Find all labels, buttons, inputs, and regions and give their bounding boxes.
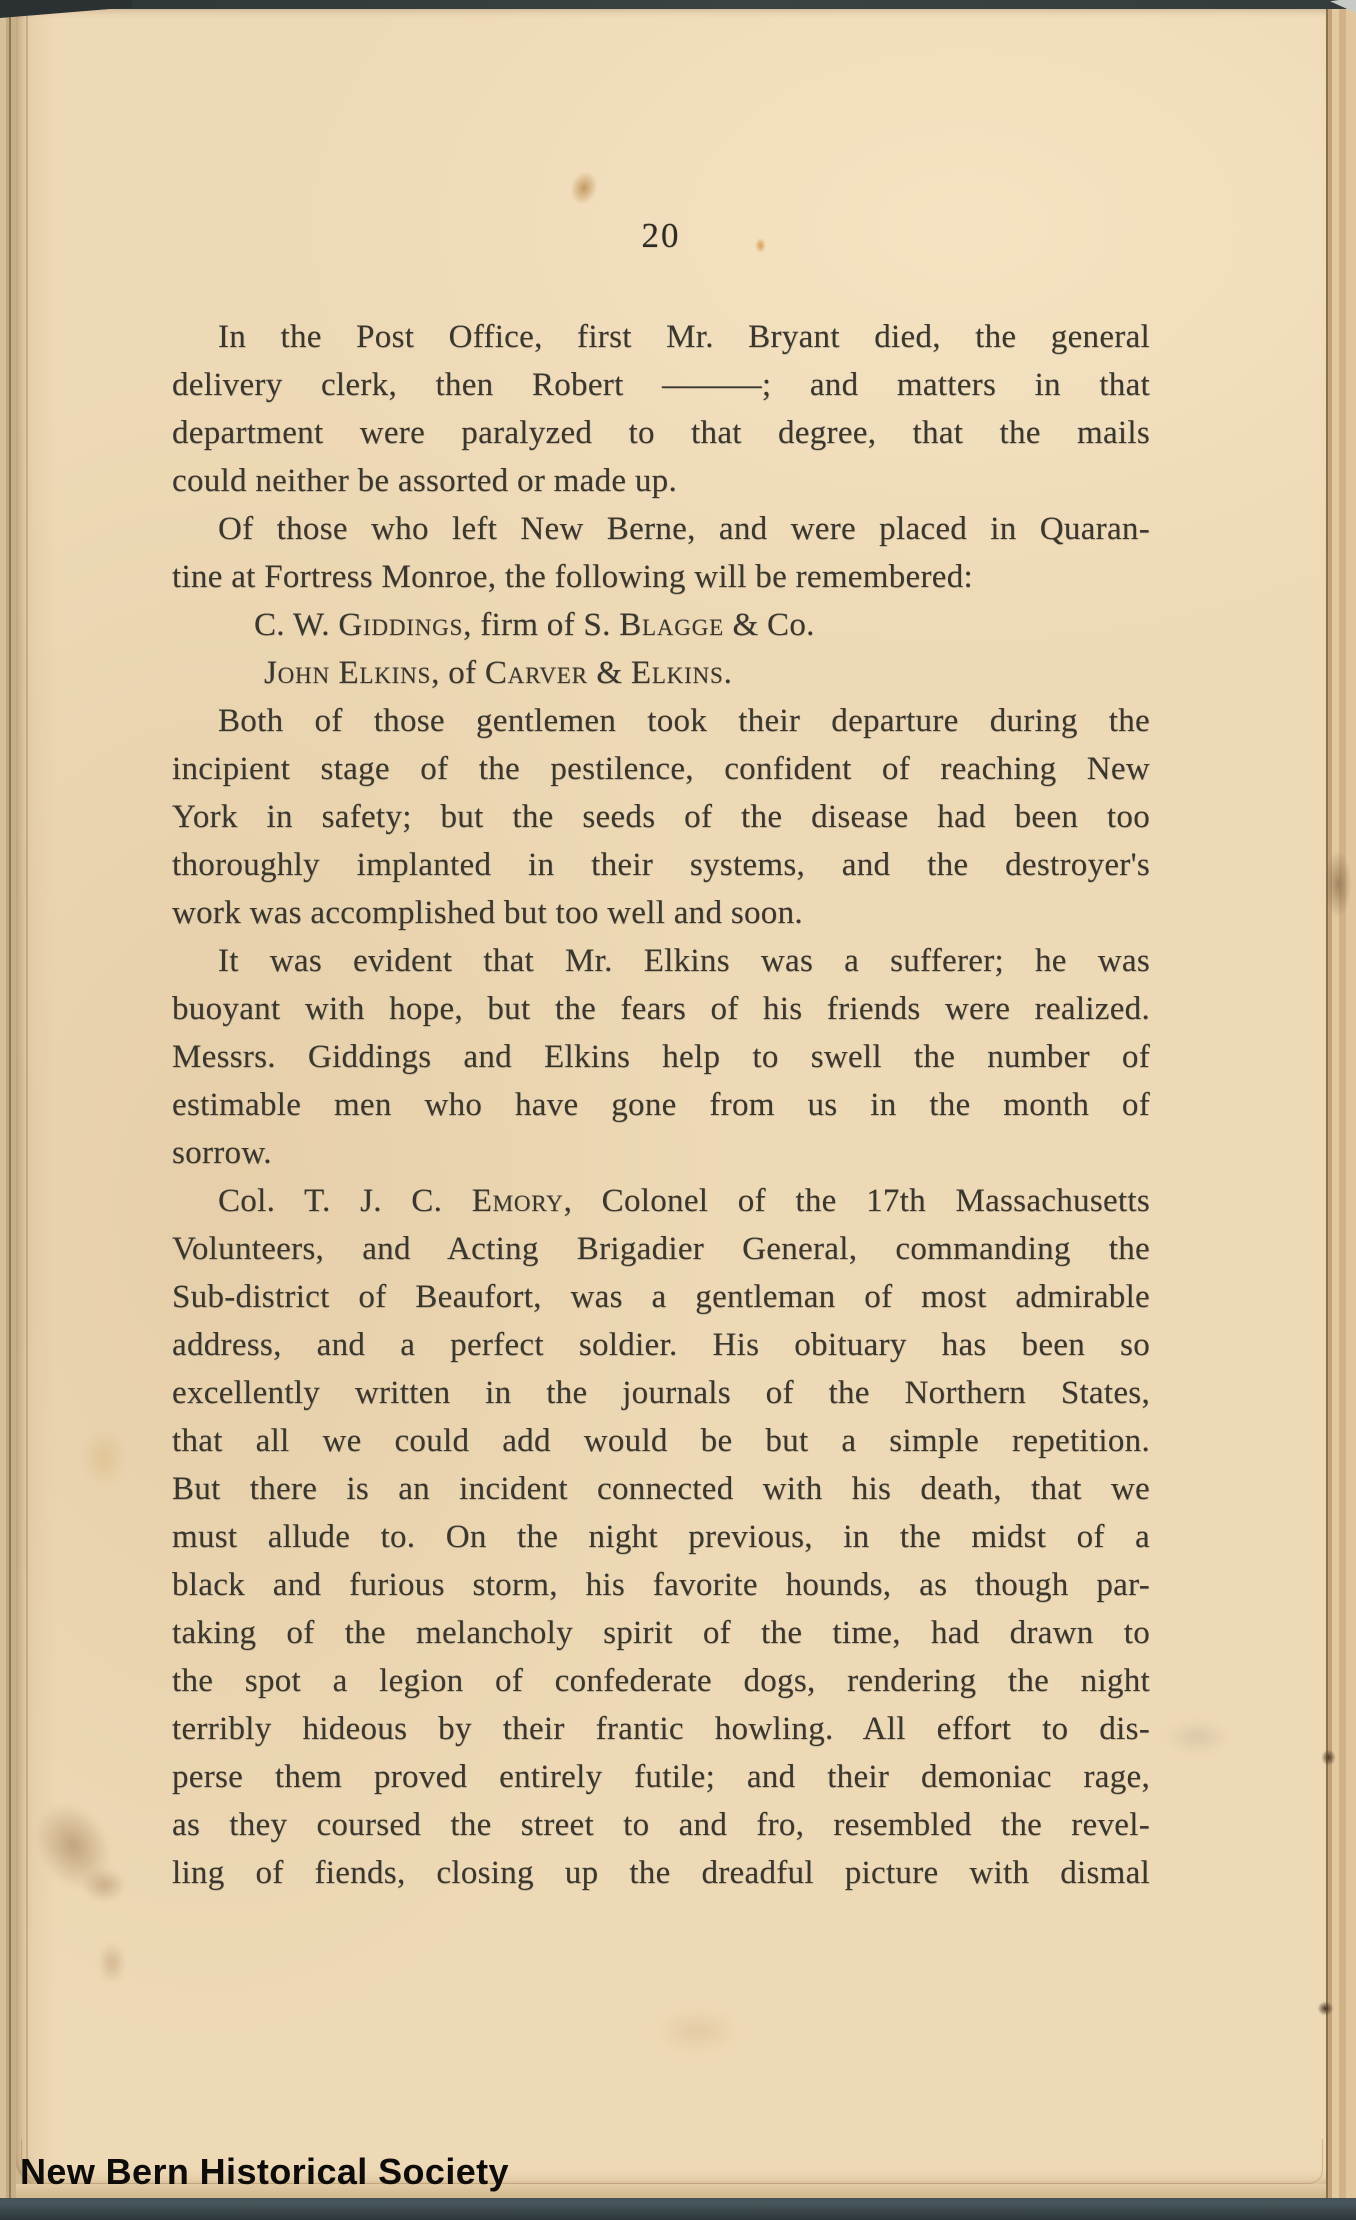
small-caps-name: Elkins	[338, 655, 432, 691]
text-line: must allude to. On the night previous, in the midst of a	[172, 1519, 1150, 1555]
watermark-text: New Bern Historical Society	[20, 2151, 509, 2192]
text-line: work was accomplished but too well and soon.	[172, 895, 803, 931]
text-line: But there is an incident connected with his death, that we	[172, 1471, 1150, 1507]
text-segment: , firm of S.	[463, 607, 620, 643]
text-block	[172, 313, 1150, 1897]
text-line: perse them proved entirely futile; and their demoniac rage,	[172, 1759, 1150, 1795]
text-line: buoyant with hope, but the fears of his friends were realized.	[172, 991, 1150, 1027]
stain	[566, 168, 601, 208]
small-caps-name: Giddings	[338, 607, 464, 643]
text-line: Messrs. Giddings and Elkins help to swell the number of	[172, 1039, 1150, 1075]
page-right-fold-edge	[1326, 4, 1356, 2202]
text-line: Sub-district of Beaufort, was a gentleman of most admirable	[172, 1279, 1150, 1315]
text-line: York in safety; but the seeds of the disease had been too	[172, 799, 1150, 835]
page-number: 20	[641, 216, 681, 255]
text-line	[172, 649, 1150, 697]
text-line: that all we could add would be but a simple repetition.	[172, 1423, 1150, 1459]
text-line: black and furious storm, his favorite hounds, as though par-	[172, 1567, 1150, 1603]
text-line: Both of those gentlemen took their departure during the	[218, 703, 1150, 739]
stain	[1165, 1720, 1229, 1754]
small-caps-name: Carver	[484, 655, 588, 691]
text-segment: .	[723, 655, 733, 691]
text-segment: , Colonel of the 17th Massachusetts	[563, 1183, 1150, 1219]
text-line: incipient stage of the pestilence, confident of reaching New	[172, 751, 1150, 787]
text-line: as they coursed the street to and fro, resembled the revel-	[172, 1807, 1150, 1843]
text-line: address, and a perfect soldier. His obituary has been so	[172, 1327, 1150, 1363]
small-caps-name: John	[264, 655, 330, 691]
stain	[655, 2008, 739, 2054]
small-caps-name: Emory	[471, 1183, 564, 1219]
text-line: the spot a legion of confederate dogs, rendering the night	[172, 1663, 1150, 1699]
text-line: terribly hideous by their frantic howling. All effort to dis-	[172, 1711, 1150, 1747]
text-line: ling of fiends, closing up the dreadful picture with dismal	[172, 1855, 1150, 1891]
text-line: It was evident that Mr. Elkins was a sufferer; he was	[218, 943, 1150, 979]
text-segment: Col. T. J. C.	[218, 1183, 472, 1219]
text-segment: & Co.	[723, 607, 815, 643]
text-line	[172, 601, 1150, 649]
text-segment: , of	[431, 655, 485, 691]
book-cover-top-edge	[0, 0, 1356, 9]
text-line: Of those who left New Berne, and were placed in Quaran-	[218, 511, 1150, 547]
binding-left-edge	[0, 8, 16, 2202]
text-line: thoroughly implanted in their systems, and the destroyer's	[172, 847, 1150, 883]
book-cover-bottom-edge	[0, 2198, 1356, 2220]
small-caps-name: Blagge	[619, 607, 724, 643]
text-line: tine at Fortress Monroe, the following will be remembered:	[172, 559, 973, 595]
text-line: delivery clerk, then Robert ———; and matters in that	[172, 367, 1150, 403]
text-line: could neither be assorted or made up.	[172, 463, 678, 499]
stain	[81, 1428, 127, 1488]
text-line: taking of the melancholy spirit of the time, had drawn to	[172, 1615, 1150, 1651]
text-segment: C. W.	[254, 607, 339, 643]
text-line: In the Post Office, first Mr. Bryant died, the general	[218, 319, 1150, 355]
text-segment: &	[587, 655, 631, 691]
text-line: department were paralyzed to that degree, that the mails	[172, 415, 1150, 451]
text-line	[172, 1177, 1150, 1225]
text-line: sorrow.	[172, 1135, 272, 1171]
text-line: excellently written in the journals of the Northern States,	[172, 1375, 1150, 1411]
small-caps-name: Elkins	[630, 655, 724, 691]
text-line: Volunteers, and Acting Brigadier General, commanding the	[172, 1231, 1150, 1267]
text-line: estimable men who have gone from us in the month of	[172, 1087, 1150, 1123]
